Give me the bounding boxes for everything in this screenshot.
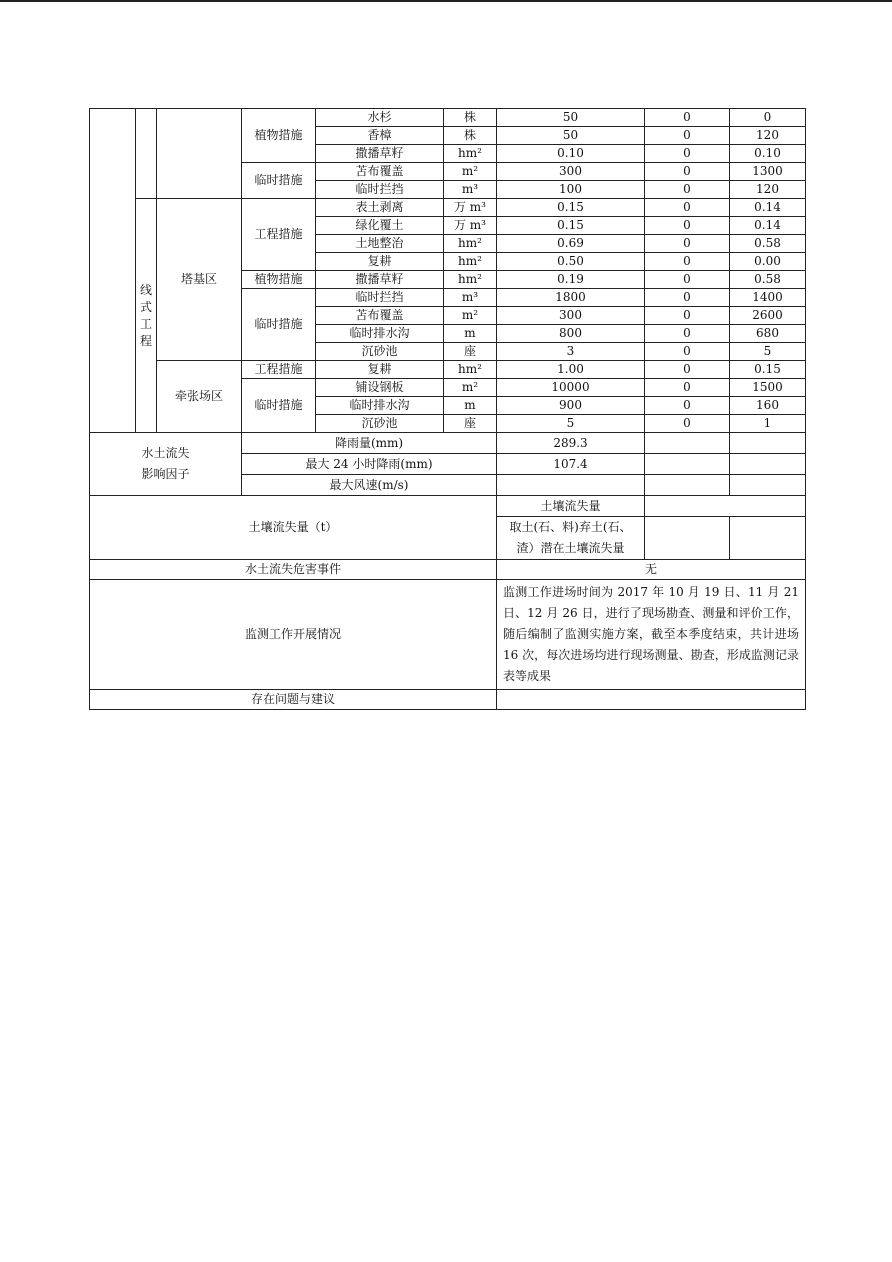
cumulative-cell: 0.14: [730, 199, 806, 217]
unit-cell: m: [444, 397, 497, 415]
soil-loss-sub2: [497, 517, 645, 560]
monitoring-table: [89, 108, 806, 710]
current-cell: 0: [645, 235, 730, 253]
cumulative-cell: 5: [730, 343, 806, 361]
rainfall-value: 289.3: [497, 433, 645, 454]
item-cell: 表土剥离: [316, 199, 444, 217]
soil-loss-label: 土壤流失量（t）: [90, 496, 497, 560]
design-cell: 1.00: [497, 361, 645, 379]
unit-cell: hm²: [444, 145, 497, 163]
design-cell: 0.15: [497, 217, 645, 235]
unit-cell: 座: [444, 415, 497, 433]
issues-label: 存在问题与建议: [90, 690, 497, 710]
cumulative-cell: 680: [730, 325, 806, 343]
design-cell: 1800: [497, 289, 645, 307]
hazard-value: 无: [497, 560, 806, 580]
cumulative-cell: 120: [730, 127, 806, 145]
design-cell: 10000: [497, 379, 645, 397]
unit-cell: hm²: [444, 271, 497, 289]
item-cell: 复耕: [316, 361, 444, 379]
cumulative-cell: 2600: [730, 307, 806, 325]
zone-blank-cell: [157, 109, 242, 199]
cumulative-cell: 0.14: [730, 217, 806, 235]
hazard-label: 水土流失危害事件: [90, 560, 497, 580]
current-cell: 0: [645, 361, 730, 379]
design-cell: 0.15: [497, 199, 645, 217]
cumulative-cell: 0.15: [730, 361, 806, 379]
current-cell: 0: [645, 289, 730, 307]
current-cell: 0: [645, 199, 730, 217]
cumulative-cell: 1: [730, 415, 806, 433]
current-cell: 0: [645, 217, 730, 235]
unit-cell: m: [444, 325, 497, 343]
current-cell: 0: [645, 307, 730, 325]
item-cell: 临时排水沟: [316, 325, 444, 343]
design-cell: 5: [497, 415, 645, 433]
item-cell: 苫布覆盖: [316, 307, 444, 325]
current-cell: 0: [645, 379, 730, 397]
current-cell: 0: [645, 397, 730, 415]
wind-value: [497, 475, 645, 496]
unit-cell: m³: [444, 289, 497, 307]
issues-value: [497, 690, 806, 710]
design-cell: 0.50: [497, 253, 645, 271]
monitoring-text: 监测工作进场时间为 2017 年 10 月 19 日、11 月 21 日、12 月 26 日，进行了现场勘查、测量和评价工作，随后编制了监测实施方案，截至本季度结束，共计进场 16 次，每次进场均进行现场测量、勘查，形成监测记录表等成果: [497, 580, 806, 690]
rainfall-empty-1: [645, 433, 730, 454]
item-cell: 沉砂池: [316, 415, 444, 433]
unit-cell: m³: [444, 181, 497, 199]
unit-cell: 座: [444, 343, 497, 361]
factors-label-cell: [90, 433, 242, 496]
current-cell: 0: [645, 325, 730, 343]
cumulative-cell: 1300: [730, 163, 806, 181]
unit-cell: m²: [444, 163, 497, 181]
item-cell: 香樟: [316, 127, 444, 145]
cumulative-cell: 1400: [730, 289, 806, 307]
max24-empty-2: [730, 454, 806, 475]
item-cell: 铺设钢板: [316, 379, 444, 397]
measure-type-cell: 植物措施: [242, 109, 316, 163]
unit-cell: hm²: [444, 253, 497, 271]
item-cell: 复耕: [316, 253, 444, 271]
factors-label-line2: 影响因子: [141, 467, 190, 481]
page-top-rule: [0, 0, 892, 2]
zone-cell-tower-base: 塔基区: [157, 199, 242, 361]
section-label-cell: [136, 199, 157, 433]
unit-cell: hm²: [444, 235, 497, 253]
soil-loss-sub2-line1: 取土(石、料)弃土(石、: [509, 520, 632, 534]
monitoring-label: 监测工作开展情况: [90, 580, 497, 690]
factors-label-line1: 水土流失: [141, 446, 190, 460]
current-cell: 0: [645, 271, 730, 289]
current-cell: 0: [645, 415, 730, 433]
design-cell: 0.10: [497, 145, 645, 163]
item-cell: 沉砂池: [316, 343, 444, 361]
design-cell: 3: [497, 343, 645, 361]
unit-cell: 万 m³: [444, 217, 497, 235]
unit-cell: 株: [444, 109, 497, 127]
design-cell: 100: [497, 181, 645, 199]
current-cell: 0: [645, 163, 730, 181]
cumulative-cell: 1500: [730, 379, 806, 397]
unit-cell: m²: [444, 379, 497, 397]
design-cell: 300: [497, 163, 645, 181]
section-blank-cell: [136, 109, 157, 199]
cumulative-cell: 0: [730, 109, 806, 127]
cumulative-cell: 0.10: [730, 145, 806, 163]
design-cell: 800: [497, 325, 645, 343]
soil-loss-sub1: 土壤流失量: [497, 496, 645, 517]
measure-type-cell: 临时措施: [242, 289, 316, 361]
outer-blank-cell: [90, 109, 136, 433]
measure-type-cell: 工程措施: [242, 199, 316, 271]
cumulative-cell: 0.58: [730, 271, 806, 289]
unit-cell: m²: [444, 307, 497, 325]
measure-type-cell: 植物措施: [242, 271, 316, 289]
unit-cell: hm²: [444, 361, 497, 379]
current-cell: 0: [645, 343, 730, 361]
cumulative-cell: 0.00: [730, 253, 806, 271]
soil-loss-sub1-value: [645, 496, 806, 517]
design-cell: 50: [497, 127, 645, 145]
unit-cell: 万 m³: [444, 199, 497, 217]
current-cell: 0: [645, 127, 730, 145]
item-cell: 水杉: [316, 109, 444, 127]
max24-value: 107.4: [497, 454, 645, 475]
design-cell: 50: [497, 109, 645, 127]
cumulative-cell: 120: [730, 181, 806, 199]
rainfall-empty-2: [730, 433, 806, 454]
rainfall-label: 降雨量(mm): [242, 433, 497, 454]
measure-type-cell: 工程措施: [242, 361, 316, 379]
zone-cell-tension-field: 牵张场区: [157, 361, 242, 433]
unit-cell: 株: [444, 127, 497, 145]
item-cell: 苫布覆盖: [316, 163, 444, 181]
current-cell: 0: [645, 145, 730, 163]
soil-loss-sub2-value-1: [645, 517, 730, 560]
item-cell: 临时排水沟: [316, 397, 444, 415]
measure-type-cell: 临时措施: [242, 379, 316, 433]
cumulative-cell: 160: [730, 397, 806, 415]
current-cell: 0: [645, 181, 730, 199]
max24-label: 最大 24 小时降雨(mm): [242, 454, 497, 475]
design-cell: 0.19: [497, 271, 645, 289]
item-cell: 撒播草籽: [316, 145, 444, 163]
design-cell: 300: [497, 307, 645, 325]
cumulative-cell: 0.58: [730, 235, 806, 253]
soil-loss-sub2-line2: 渣）潜在土壤流失量: [516, 541, 625, 555]
item-cell: 临时拦挡: [316, 289, 444, 307]
current-cell: 0: [645, 109, 730, 127]
item-cell: 土地整治: [316, 235, 444, 253]
wind-empty-2: [730, 475, 806, 496]
soil-loss-sub2-value-2: [730, 517, 806, 560]
design-cell: 0.69: [497, 235, 645, 253]
measure-type-cell: 临时措施: [242, 163, 316, 199]
design-cell: 900: [497, 397, 645, 415]
item-cell: 临时拦挡: [316, 181, 444, 199]
wind-empty-1: [645, 475, 730, 496]
item-cell: 撒播草籽: [316, 271, 444, 289]
section-label: 线式工程: [139, 282, 152, 348]
max24-empty-1: [645, 454, 730, 475]
current-cell: 0: [645, 253, 730, 271]
wind-label: 最大风速(m/s): [242, 475, 497, 496]
item-cell: 绿化覆土: [316, 217, 444, 235]
